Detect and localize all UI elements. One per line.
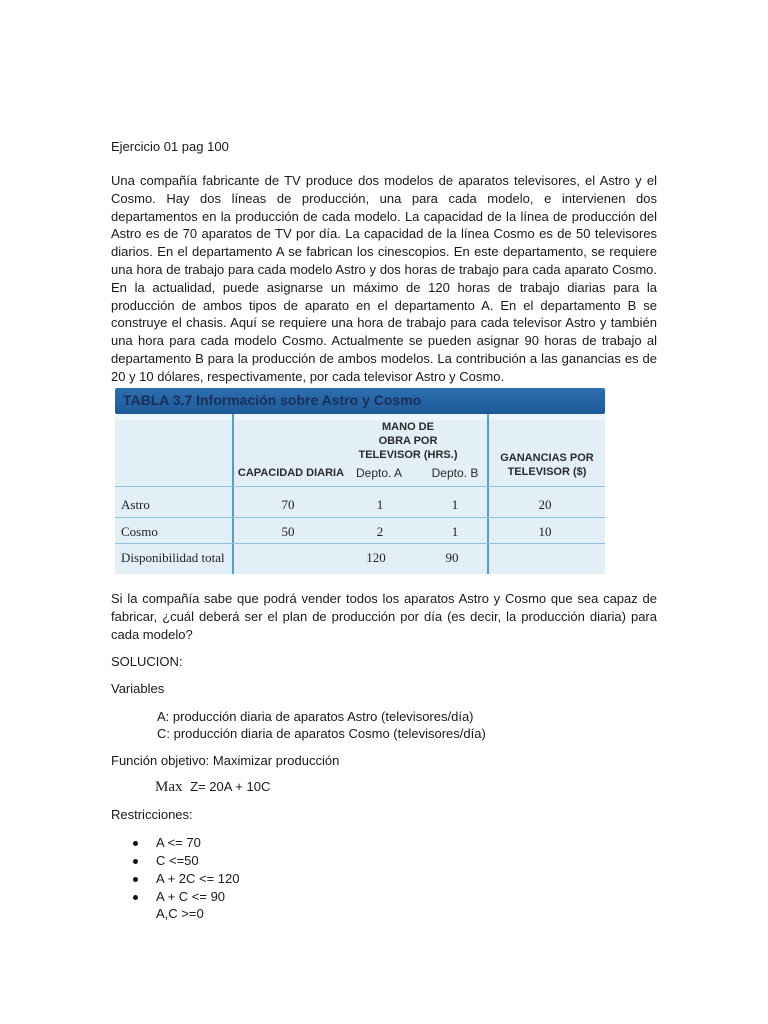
row-label-cosmo: Cosmo [121,524,158,539]
text-line: Una compañía fabricante de TV produce dos modelos de aparatos televisores, el Astro y el [111,173,657,188]
max-word: Max [155,779,183,795]
nonnegativity: A,C >=0 [156,906,204,921]
list-item: C <=50 [133,852,239,870]
restrictions-heading: Restricciones: [111,807,193,822]
list-item: A + 2C <= 120 [133,870,239,888]
header-capacidad: CAPACIDAD DIARIA [237,467,345,479]
bullet-icon [133,895,138,900]
text-line: fabricar, ¿cuál deberá ser el plan de producción por día (es decir, la producción diaria) para [111,608,657,624]
intro-paragraph [111,172,657,386]
row-divider [115,486,605,487]
exercise-title: Ejercicio 01 pag 100 [111,139,229,154]
text-line: una hora de trabajo para cada modelo Astro y dos horas de trabajo para cada aparato Cosmo. [111,261,657,277]
column-divider [232,414,234,574]
cell: 120 [366,550,386,565]
variable-a: A: producción diaria de aparatos Astro (televisores/día) [157,709,474,724]
text-line: Si la compañía sabe que podrá vender todos los aparatos Astro y Cosmo que sea capaz de [111,591,657,606]
cell: 90 [445,550,459,565]
cell: 50 [281,524,295,539]
cell: 70 [281,497,295,512]
list-item: A + C <= 90 [133,888,239,906]
cell: 10 [538,524,552,539]
text-line: diarios. En el departamento A se fabrican los cinescopios. En este departamento, se requiere [111,244,657,260]
cell: 1 [376,497,384,512]
column-divider [487,414,489,574]
objective-expression: Z= 20A + 10C [190,779,271,794]
header-mano-obra: MANO DE OBRA POR TELEVISOR (HRS.) [358,421,458,461]
objective-function [155,779,270,796]
cell: 1 [451,497,459,512]
bullet-icon [133,859,138,864]
text-line: producción de ambos tipos de aparato en el departamento A. En el departamento B se [111,297,657,313]
cell: 2 [376,524,384,539]
list-item: A <= 70 [133,834,239,852]
text-line: departamento B para la producción de ambos modelos. La contribución a las ganancias es de [111,350,657,366]
solucion-heading: SOLUCION: [111,654,183,669]
table-body [115,414,605,574]
row-divider [115,517,605,518]
variables-heading: Variables [111,681,165,696]
header-depto-a: Depto. A [355,466,403,480]
header-ganancias: GANANCIAS POR TELEVISOR ($) [500,452,594,478]
header-depto-b: Depto. B [431,466,479,480]
bullet-icon [133,877,138,882]
text-line: Cosmo. Hay dos líneas de producción, una para cada modelo, e intervienen dos [111,190,657,206]
text-line: construye el chasis. Aquí se requiere una hora de trabajo para cada televisor Astro y también [111,315,657,331]
text-line: En la actualidad, puede asignarse un máximo de 120 horas de trabajo diarias para la [111,279,657,295]
cell: 1 [451,524,459,539]
text-line: una hora para cada modelo Cosmo. Actualmente se pueden asignar 90 horas de trabajo al [111,333,657,349]
text-line: Astro es de 70 aparatos de TV por día. La capacidad de la línea Cosmo es de 50 televisores [111,226,657,242]
question-paragraph [111,590,657,643]
text-line: departamentos en la producción de cada modelo. La capacidad de la línea de producción del [111,208,657,224]
row-divider [115,543,605,544]
cell: 20 [538,497,552,512]
restrictions-list [133,834,239,906]
objective-heading: Función objetivo: Maximizar producción [111,753,340,768]
variable-c: C: producción diaria de aparatos Cosmo (televisores/día) [157,726,486,741]
text-line: 20 y 10 dólares, respectivamente, por cada televisor Astro y Cosmo. [111,368,505,384]
table-caption-bar [115,388,605,414]
bullet-icon [133,841,138,846]
info-table [115,388,605,574]
table-caption: TABLA 3.7 Información sobre Astro y Cosmo [123,392,422,408]
row-label-astro: Astro [121,497,150,512]
row-label-total: Disponibilidad total [121,550,225,565]
text-line: cada modelo? [111,626,193,642]
document-body [111,138,657,386]
